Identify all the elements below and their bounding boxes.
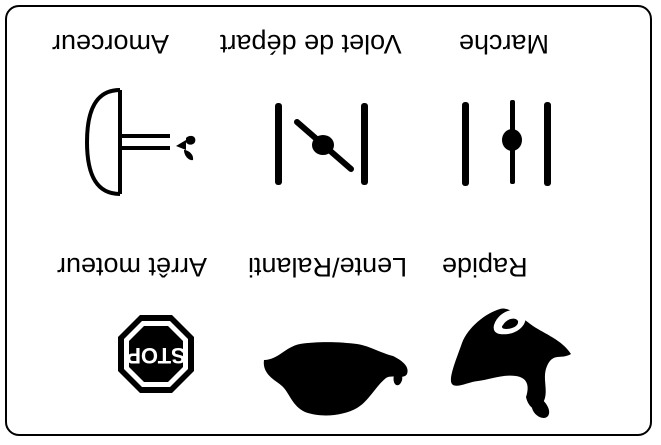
label-marche: Marche: [459, 29, 550, 59]
label-amorceur: Amorceur: [52, 29, 170, 59]
label-volet-de-depart: Volet de départ: [220, 29, 402, 59]
label-lente-ralenti: Lente/Ralanti: [248, 252, 408, 282]
label-arret-moteur: Arrêt moteur: [57, 252, 208, 282]
stop-sign-text: STOP: [126, 343, 186, 369]
label-rapide: Rapide: [442, 252, 528, 282]
